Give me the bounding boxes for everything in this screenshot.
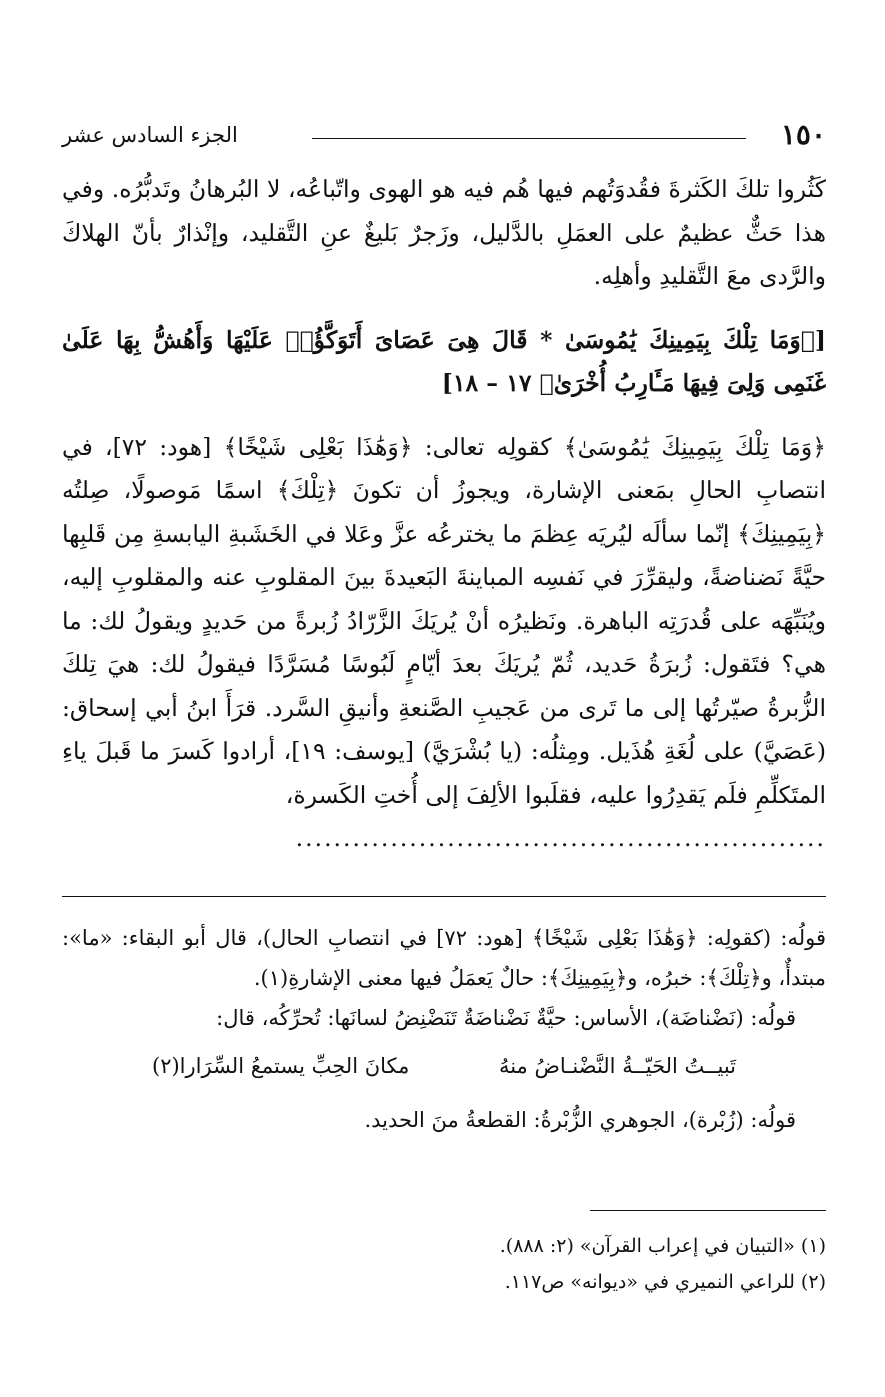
- poem-first-hemistich: تَبيــتُ الحَيّــةُ النَّضْنـاضُ منهُ: [498, 1054, 736, 1078]
- poem-second-hemistich: مكانَ الحِبِّ يستمعُ السِّرَارا(٢): [152, 1054, 410, 1078]
- footnote: (١) «التبيان في إعراب القرآن» (٢: ٨٨٨).: [499, 1235, 826, 1257]
- note-paragraph: قولُه: (نَضْناضَة)، الأساس: حيَّةٌ نَضْناضَةٌ تَنَضْنِضُ لسانَها: تُحرِّكُه، قال:: [216, 1006, 796, 1030]
- page-number: ١٥٠: [780, 118, 826, 151]
- page-header: [62, 118, 826, 152]
- commentary-paragraph: ﴿وَمَا تِلْكَ بِيَمِينِكَ يَٰمُوسَىٰ﴾ كقولِه تعالى: ﴿وَهَٰذَا بَعْلِى شَيْخًا﴾ [هود: ٧٢]، في انتصابِ الحالِ بمَعنى الإشارة، ويجوزُ أن تكونَ ﴿تِلْكَ﴾ اسمًا مَوصولًا، صِلتُه ﴿بِيَمِينِكَ﴾ إنّما سألَه ليُريَه عِظمَ ما يخترعُه عزَّ وعَلا في الخَشَبةِ اليابسةِ مِن قَلبِها حيَّةً نَضناضةً، وليقرِّرَ في نَفسِه المباينةَ البَعيدةَ بينَ المقلوبِ عنه والمقلوبِ إليه، ويُنَبِّهَه على قُدرَتِه الباهرة. ونَظيرُه أنْ يُريَكَ الزَّرّادُ زُبرةً من حَديدٍ ويقولُ لك: ما هي؟ فتَقول: زُبرَةُ حَديد، ثُمّ يُريَكَ بعدَ أيّامٍ لَبُوسًا مُسَرَّدًا فيقولُ لك: هيَ تِلكَ الزُّبرةُ صيّرتُها إلى ما تَرى من عَجيبِ الصَّنعةِ وأنيقِ السَّرد. قرَأَ ابنُ أبي إسحاق: (عَصَيَّ) على لُغَةِ هُذَيل. ومِثلُه: (يا بُشْرَيَّ) [يوسف: ١٩]، أرادوا كَسرَ ما قَبلَ ياءِ المتَكلِّمِ فلَم يَقدِرُوا عليه، فقلَبوا الألِفَ إلى أُختِ الكَسرة،: [62, 432, 826, 809]
- poem-verse: [62, 1046, 826, 1086]
- footnotes: [62, 1228, 826, 1300]
- note-paragraph: قولُه: (زُبْرة)، الجوهري الزُّبْرةُ: القطعةُ منَ الحديد.: [364, 1108, 796, 1132]
- marginal-notes: [62, 918, 826, 1140]
- note-paragraph: قولُه: (كقولِه: ﴿وَهَٰذَا بَعْلِى شَيْخًا﴾ [هود: ٧٢] في انتصابِ الحال)، قال أبو البقاء: «ما»: مبتدأٌ، و﴿تِلْكَ﴾: خبرُه، و﴿بِيَمِينِكَ﴾: حالٌ يَعمَلُ فيها معنى الإشارةِ(١).: [62, 926, 826, 990]
- header-rule: [312, 138, 746, 139]
- running-title: الجزء السادس عشر: [62, 123, 238, 147]
- text-divider: [62, 896, 826, 897]
- footnote-rule: [590, 1210, 826, 1211]
- main-text: [62, 168, 826, 861]
- paragraph: كَثُروا تلكَ الكَثرةَ فقُدوَتُهم فيها هُم فيه هو الهوى واتّباعُه، لا البُرهانُ وتَدبُّرُه. وفي هذا حَثٌّ عظيمٌ على العمَلِ بالدَّليل، وزَجرٌ بَليغٌ عنِ التَّقليد، وإنْذارٌ بأنّ الهلاكَ والرَّدى معَ التَّقليدِ وأهلِه.: [62, 175, 826, 290]
- quran-verse: [﴿وَمَا تِلْكَ بِيَمِينِكَ يَٰمُوسَىٰ * قَالَ هِىَ عَصَاىَ أَتَوَكَّؤُا۟ عَلَيْهَا وَأَهُشُّ بِهَا عَلَىٰ غَنَمِى وَلِىَ فِيهَا مَـَٔارِبُ أُخْرَىٰ﴾ ١٧ – ١٨]: [62, 325, 826, 397]
- footnote: (٢) للراعي النميري في «ديوانه» ص١١٧.: [504, 1271, 826, 1293]
- ellipsis-separator: ........................................................: [295, 824, 826, 852]
